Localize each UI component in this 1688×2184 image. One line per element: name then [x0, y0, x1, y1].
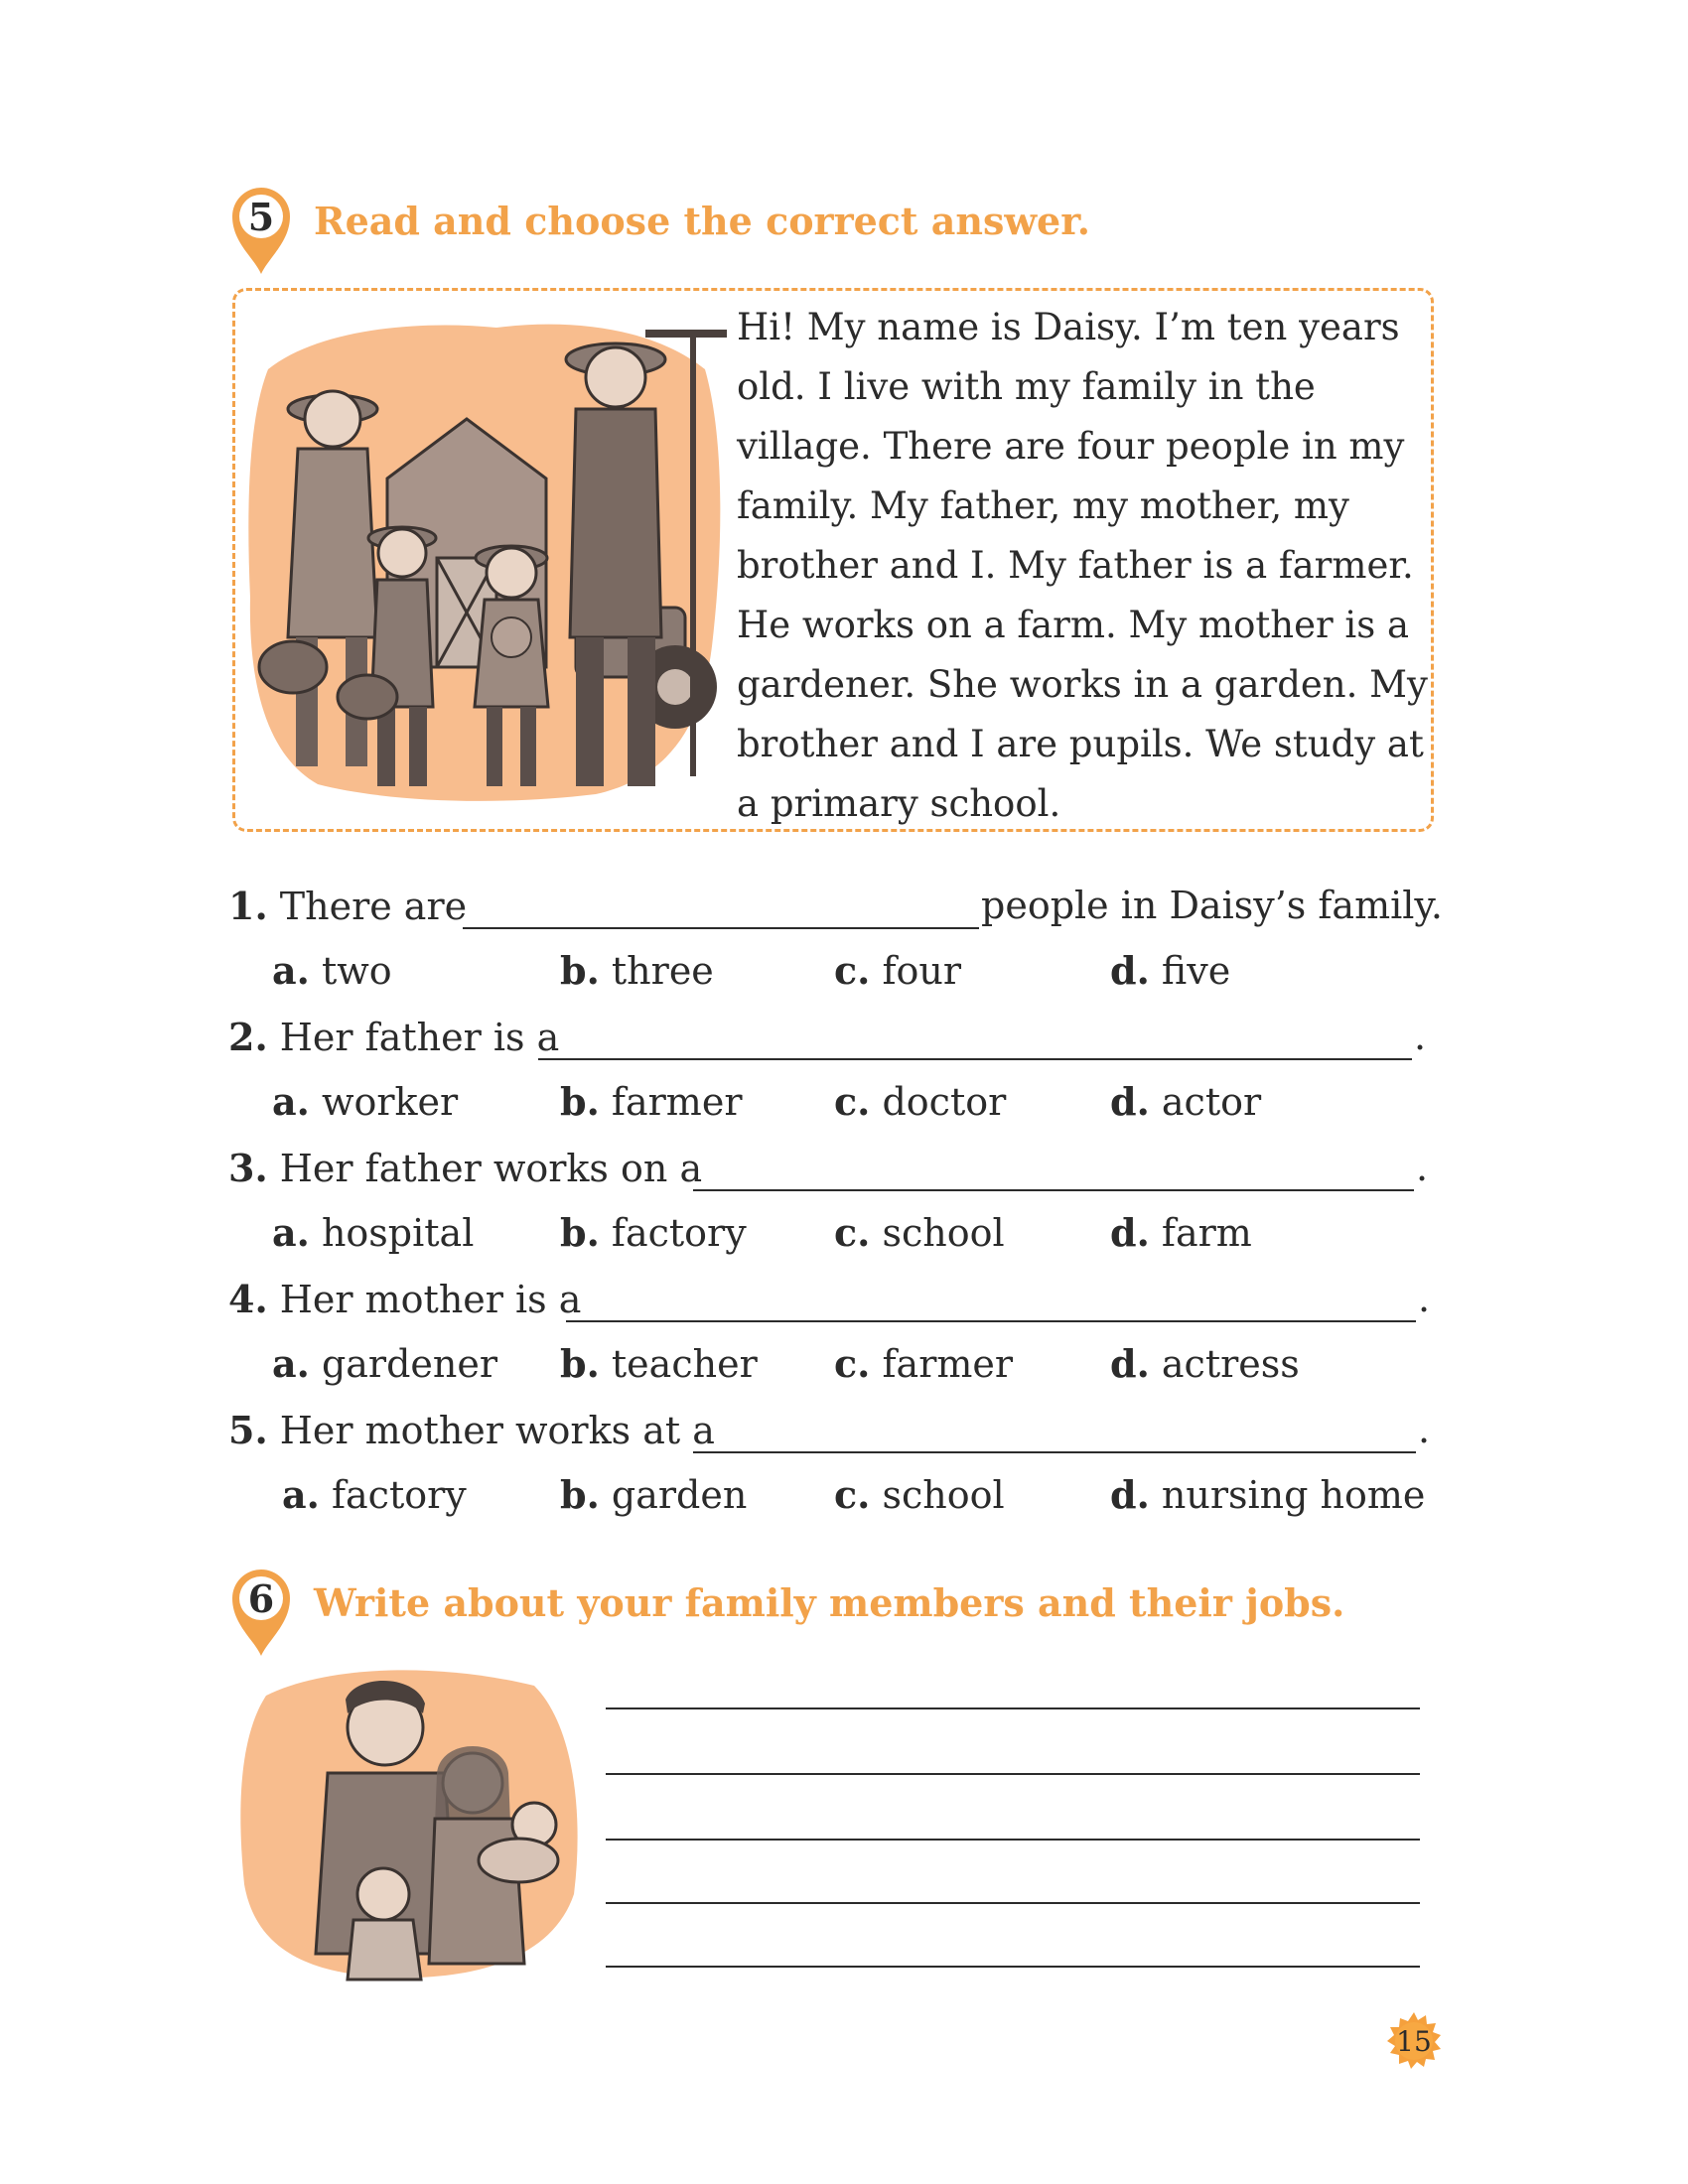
answer-blank[interactable]	[693, 1189, 1414, 1191]
writing-line[interactable]	[606, 1966, 1420, 1968]
question-number: 1.	[228, 884, 268, 928]
question-prefix: Her mother is a	[279, 1278, 582, 1321]
question-3	[228, 1146, 1440, 1201]
question-prefix: Her father is a	[279, 1016, 560, 1059]
passage-line: brother and I are pupils. We study at	[737, 723, 1424, 765]
passage-line: a primary school.	[737, 782, 1061, 825]
option-b[interactable]: b. teacher	[560, 1341, 758, 1386]
map-pin-icon	[226, 181, 296, 276]
option-d[interactable]: d. five	[1110, 948, 1231, 993]
option-a[interactable]: a. two	[272, 948, 392, 993]
question-suffix: .	[1418, 1277, 1431, 1320]
question-prefix: Her father works on a	[279, 1147, 703, 1190]
farm-family-illustration	[238, 310, 727, 806]
answer-blank[interactable]	[566, 1320, 1416, 1322]
question-5	[228, 1408, 1440, 1463]
page-number: 15	[1396, 2025, 1432, 2058]
passage-line: He works on a farm. My mother is a	[737, 604, 1410, 646]
writing-line[interactable]	[606, 1773, 1420, 1775]
map-pin-icon	[226, 1563, 296, 1658]
question-2	[228, 1015, 1440, 1070]
option-d[interactable]: d. farm	[1110, 1210, 1252, 1255]
option-c[interactable]: c. farmer	[834, 1341, 1014, 1386]
option-b[interactable]: b. farmer	[560, 1079, 743, 1124]
passage-line: brother and I. My father is a farmer.	[737, 544, 1414, 587]
option-b[interactable]: b. three	[560, 948, 714, 993]
section-title: Read and choose the correct answer.	[314, 199, 1090, 243]
option-c[interactable]: c. four	[834, 948, 962, 993]
writing-line[interactable]	[606, 1902, 1420, 1904]
option-a[interactable]: a. gardener	[272, 1341, 498, 1386]
question-suffix: .	[1418, 1408, 1431, 1451]
page-number-badge	[1384, 2011, 1444, 2071]
option-a[interactable]: a. factory	[282, 1472, 467, 1517]
passage-line: gardener. She works in a garden. My	[737, 663, 1428, 706]
passage-line: old. I live with my family in the	[737, 365, 1316, 408]
option-b[interactable]: b. garden	[560, 1472, 748, 1517]
answer-blank[interactable]	[463, 927, 979, 929]
question-number: 3.	[228, 1146, 268, 1190]
family-illustration	[236, 1656, 586, 1983]
option-a[interactable]: a. hospital	[272, 1210, 475, 1255]
option-d[interactable]: d. actor	[1110, 1079, 1262, 1124]
question-prefix: There are	[279, 885, 468, 928]
option-a[interactable]: a. worker	[272, 1079, 459, 1124]
section-number: 6	[247, 1576, 275, 1621]
option-d[interactable]: d. nursing home	[1110, 1472, 1426, 1517]
reading-passage	[737, 298, 1432, 834]
section-title: Write about your family members and their jobs.	[314, 1580, 1345, 1625]
writing-line[interactable]	[606, 1707, 1420, 1709]
question-suffix: people in Daisy’s family.	[981, 884, 1443, 927]
question-suffix: .	[1416, 1146, 1429, 1189]
passage-line: Hi! My name is Daisy. I’m ten years	[737, 306, 1400, 348]
answer-blank[interactable]	[693, 1451, 1416, 1453]
question-number: 4.	[228, 1277, 268, 1321]
question-prefix: Her mother works at a	[279, 1409, 715, 1452]
option-b[interactable]: b. factory	[560, 1210, 747, 1255]
question-number: 2.	[228, 1015, 268, 1059]
option-c[interactable]: c. school	[834, 1210, 1005, 1255]
writing-line[interactable]	[606, 1839, 1420, 1841]
section-number: 5	[247, 195, 275, 239]
question-suffix: .	[1414, 1015, 1427, 1058]
answer-blank[interactable]	[538, 1058, 1412, 1060]
passage-line: village. There are four people in my	[737, 425, 1405, 468]
option-d[interactable]: d. actress	[1110, 1341, 1300, 1386]
question-1	[228, 884, 1443, 939]
option-c[interactable]: c. doctor	[834, 1079, 1007, 1124]
question-4	[228, 1277, 1440, 1332]
passage-line: family. My father, my mother, my	[737, 484, 1349, 527]
question-number: 5.	[228, 1408, 268, 1452]
option-c[interactable]: c. school	[834, 1472, 1005, 1517]
